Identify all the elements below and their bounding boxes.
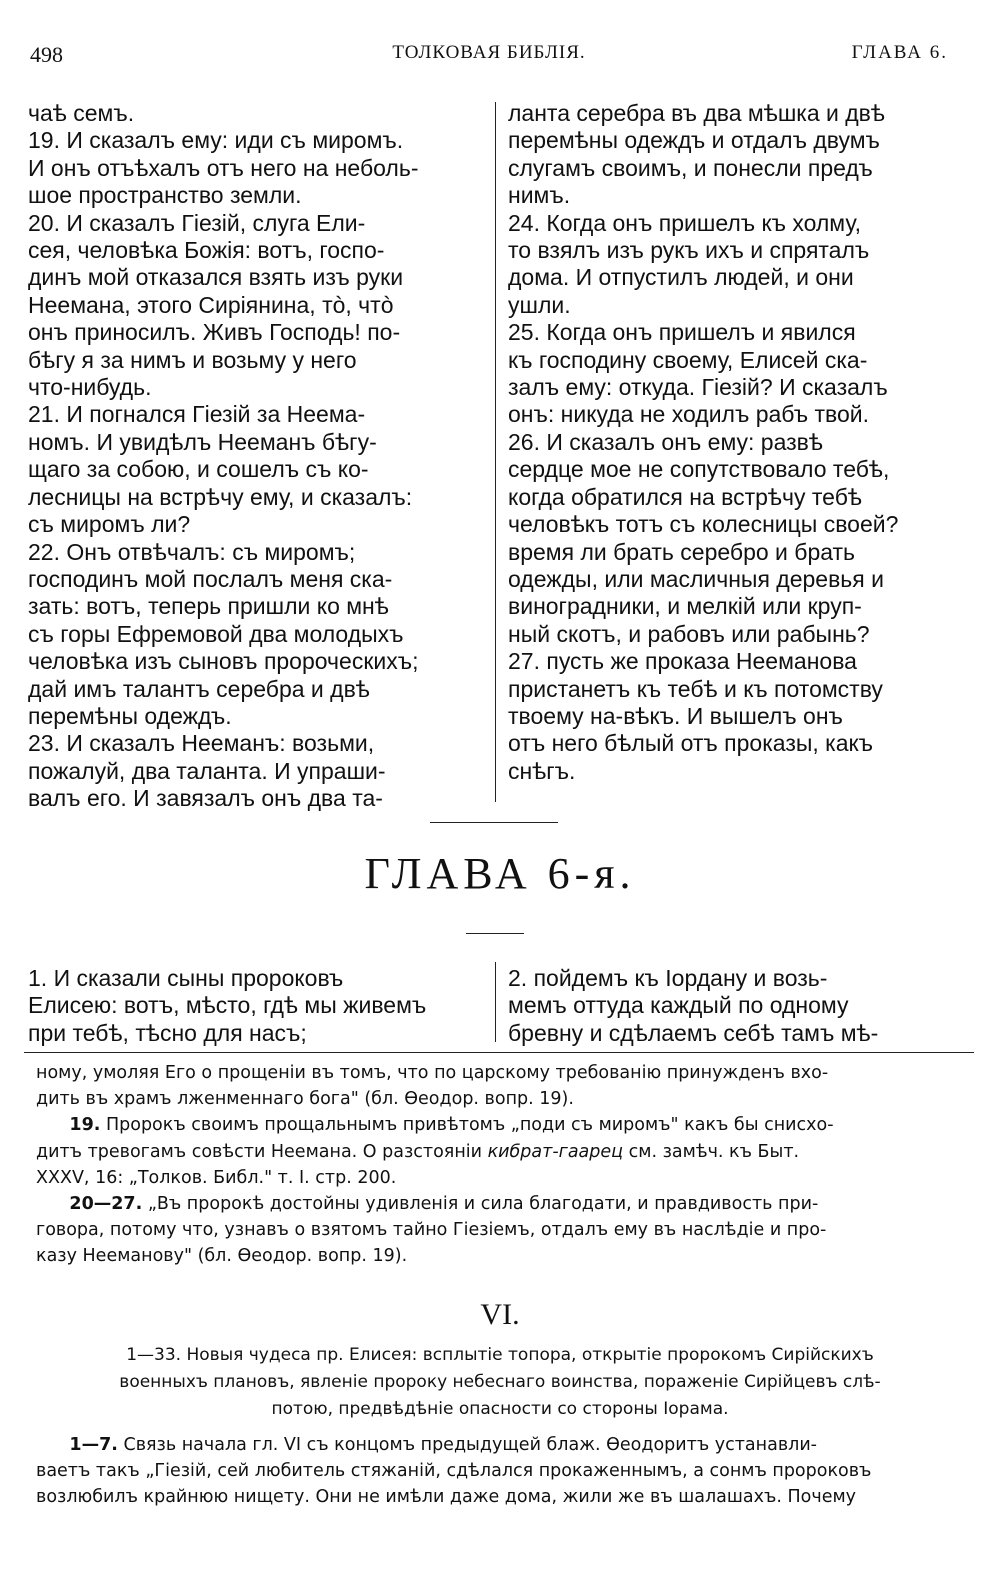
text-line: ланта серебра въ два мѣшка и двѣ — [508, 100, 885, 126]
commentary-text: „Въ пророкѣ достойны удивленія и сила благодати, и правдивость при- — [142, 1194, 819, 1215]
left-text-column — [28, 100, 490, 813]
text-line: виноградники, и мелкій или круп- — [508, 593, 862, 620]
right-text-column — [508, 100, 970, 785]
italic-term: кибрат-гаарец — [487, 1141, 624, 1162]
text-line: дай имъ талантъ серебра и двѣ — [28, 675, 370, 702]
running-title: ТОЛКОВАЯ БИБЛІЯ. — [392, 42, 586, 63]
text-line: снѣгъ. — [508, 757, 576, 784]
text-line: Неемана, этого Сиріянина, тò, чтò — [28, 291, 394, 318]
text-line: бревну и сдѣлаемъ себѣ тамъ мѣ- — [508, 1019, 879, 1046]
section-number: VI. — [480, 1298, 520, 1331]
chapter-left-column — [28, 965, 490, 1047]
text-line: 1. И сказали сыны пророковъ — [28, 965, 344, 991]
commentary-line: говора, потому что, узнавъ о взятомъ тайно Гіезіемъ, отдалъ ему въ наслѣдіе и про- — [36, 1220, 827, 1241]
text-line: 27. пусть же проказа Нееманова — [508, 648, 857, 675]
commentary-line: ному, умоляя Его о прощеніи въ томъ, что по царскому требованію принужденъ вхо- — [36, 1063, 829, 1083]
text-line: щаго за собою, и сошелъ съ ко- — [28, 456, 369, 483]
commentary-line — [36, 1432, 966, 1458]
text-line: время ли брать серебро и брать — [508, 538, 856, 565]
column-divider — [495, 102, 496, 802]
text-line: 22. Онъ отвѣчалъ: съ миромъ; — [28, 538, 356, 565]
text-line: человѣкъ тотъ съ колесницы своей? — [508, 511, 899, 538]
text-line: 24. Когда онъ пришелъ къ холму, — [508, 209, 861, 236]
text-line: шое пространство земли. — [28, 182, 302, 209]
text-line: мемъ оттуда каждый по одному — [508, 992, 849, 1019]
commentary-line: ваетъ такъ „Гіезій, сей любитель стяжаній, сдѣлался прокаженнымъ, а сонмъ пророковъ — [36, 1461, 872, 1482]
text-line: отъ него бѣлый отъ проказы, какъ — [508, 730, 873, 757]
chapter-right-column — [508, 965, 970, 1047]
page-header — [30, 42, 948, 72]
commentary-line: казу Нееманову" (бл. Ѳеодор. вопр. 19). — [36, 1246, 408, 1267]
text-line: лесницы на встрѣчу ему, и сказалъ: — [28, 483, 413, 510]
text-line: что-нибудь. — [28, 374, 152, 401]
verse-number: 19. — [69, 1115, 101, 1136]
text-line: 26. И сказалъ онъ ему: развѣ — [508, 428, 823, 455]
text-line: 20. И сказалъ Гіезій, слуга Ели- — [28, 209, 366, 236]
commentary-text: Связь начала гл. VI съ концомъ предыдущей блаж. Ѳеодоритъ устанавли- — [117, 1435, 818, 1455]
text-line: перемѣны одеждъ и отдалъ двумъ — [508, 127, 880, 154]
commentary-line — [36, 1112, 966, 1138]
text-line: дома. И отпустилъ людей, и они — [508, 264, 854, 291]
text-line: 2. пойдемъ къ Іордану и возь- — [508, 965, 828, 991]
chapter-heading: ГЛАВА 6-я. — [364, 849, 636, 898]
text-line: валъ его. И завязалъ онъ два та- — [28, 785, 383, 812]
text-line: пристанетъ къ тебѣ и къ потомству — [508, 675, 883, 702]
text-line: съ горы Ефремовой два молодыхъ — [28, 620, 404, 647]
text-line: 25. Когда онъ пришелъ и явился — [508, 319, 856, 346]
verse-number: 20—27. — [69, 1194, 143, 1215]
commentary-block — [36, 1432, 966, 1511]
commentary-line — [36, 1139, 966, 1165]
commentary-line — [36, 1191, 966, 1217]
commentary-text: см. замѣч. къ Быт. — [623, 1141, 800, 1162]
text-line: сея, человѣка Божія: вотъ, госпо- — [28, 237, 385, 264]
text-line: онъ: никуда не ходилъ рабъ твой. — [508, 401, 870, 428]
text-line: къ господину своему, Елисей ска- — [508, 346, 868, 373]
text-line: ный скотъ, и рабовъ или рабынь? — [508, 620, 870, 647]
summary-line: 1—33. Новыя чудеса пр. Елисея: всплытіе топора, открытіе пророкомъ Сирійскихъ — [126, 1345, 874, 1365]
text-line: бѣгу я за нимъ и возьму у него — [28, 346, 357, 373]
text-line: человѣка изъ сыновъ пророческихъ; — [28, 648, 419, 675]
text-line: онъ приносилъ. Живъ Господь! по- — [28, 319, 401, 346]
commentary-line: XXXV, 16: „Толков. Библ." т. I. стр. 200. — [36, 1167, 397, 1188]
text-line: Елисею: вотъ, мѣсто, гдѣ мы живемъ — [28, 992, 427, 1019]
text-line: зать: вотъ, теперь пришли ко мнѣ — [28, 593, 389, 620]
commentary-line: возлюбилъ крайнюю нищету. Они не имѣли даже дома, жили же въ шалашахъ. Почему — [36, 1487, 857, 1508]
page-number: 498 — [30, 42, 63, 67]
text-line: 21. И погнался Гіезій за Неема- — [28, 401, 366, 428]
summary-line: потою, предвѣдѣніе опасности со стороны Іорама. — [271, 1399, 729, 1419]
text-line: при тебѣ, тѣсно для насъ; — [28, 1019, 307, 1046]
commentary-text: дитъ тревогамъ совѣсти Неемана. О разстояніи — [36, 1141, 488, 1162]
section-summary — [20, 1342, 980, 1423]
text-line: 23. И сказалъ Нееманъ: возьми, — [28, 730, 375, 757]
text-line: господинъ мой послалъ меня ска- — [28, 565, 393, 592]
commentary-line: дить въ храмъ лженменнаго бога" (бл. Ѳеодор. вопр. 19). — [36, 1089, 574, 1110]
text-line: ушли. — [508, 291, 571, 318]
divider-rule — [466, 933, 524, 934]
text-line: пожалуй, два таланта. И упраши- — [28, 757, 386, 784]
text-line: 19. И сказалъ ему: иди съ миромъ. — [28, 127, 404, 154]
text-line: твоему на-вѣкъ. И вышелъ онъ — [508, 702, 843, 729]
text-line: И онъ отъѣхалъ отъ него на неболь- — [28, 154, 419, 181]
text-line: номъ. И увидѣлъ Нееманъ бѣгу- — [28, 428, 377, 455]
text-line: нимъ. — [508, 182, 571, 209]
text-line: одежды, или масличныя деревья и — [508, 565, 884, 592]
summary-line: военныхъ плановъ, явленіе пророку небеснаго воинства, пораженіе Сирійцевъ слѣ- — [119, 1372, 881, 1392]
divider-rule — [430, 822, 558, 823]
text-line: когда обратился на встрѣчу тебѣ — [508, 483, 862, 510]
footnote-rule — [24, 1052, 974, 1053]
commentary-block — [36, 1060, 966, 1270]
text-line: перемѣны одеждъ. — [28, 702, 232, 729]
text-line: сердце мое не сопутствовало тебѣ, — [508, 456, 890, 483]
text-line: залъ ему: откуда. Гіезій? И сказалъ — [508, 374, 888, 401]
text-line: чаѣ семъ. — [28, 100, 135, 126]
column-divider — [495, 962, 496, 1042]
text-line: слугамъ своимъ, и понесли предъ — [508, 154, 873, 181]
text-line: съ миромъ ли? — [28, 511, 191, 538]
chapter-label: ГЛАВА 6. — [851, 42, 948, 63]
commentary-text: Пророкъ своимъ прощальнымъ привѣтомъ „поди съ миромъ" какъ бы снисхо- — [100, 1115, 834, 1136]
verse-number: 1—7. — [69, 1435, 118, 1455]
text-line: то взялъ изъ рукъ ихъ и спряталъ — [508, 237, 870, 264]
text-line: динъ мой отказался взять изъ руки — [28, 264, 404, 291]
